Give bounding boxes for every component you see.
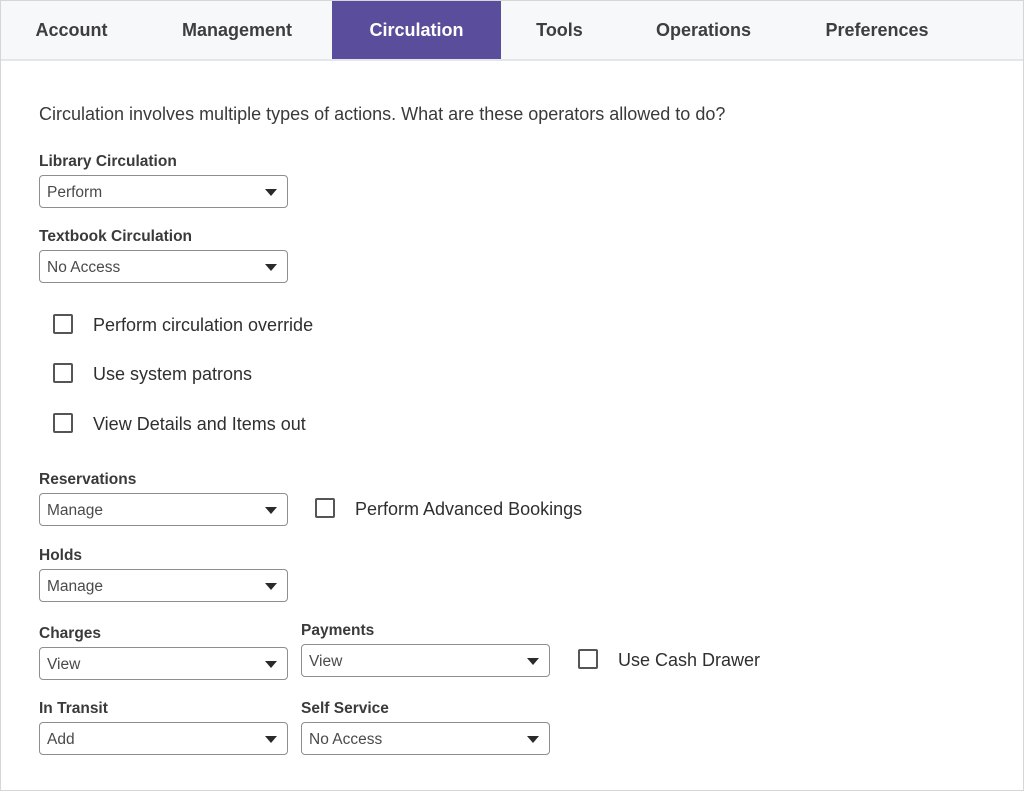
checkbox-unchecked-icon[interactable]	[578, 649, 598, 669]
reservations-label: Reservations	[39, 471, 137, 488]
textbook-circulation-label: Textbook Circulation	[39, 228, 193, 245]
caret-down-icon	[265, 661, 277, 668]
in-transit-value: Add	[47, 731, 75, 748]
payments-value: View	[309, 653, 343, 670]
caret-down-icon	[527, 658, 539, 665]
payments-label: Payments	[301, 622, 375, 639]
in-transit-select[interactable]	[39, 722, 288, 755]
reservations-value: Manage	[47, 502, 104, 519]
checkbox-unchecked-icon[interactable]	[53, 413, 73, 433]
tab-tools[interactable]: Tools	[536, 20, 583, 40]
system-patrons-label: Use system patrons	[93, 364, 253, 384]
caret-down-icon	[265, 507, 277, 514]
tab-bar	[1, 1, 1023, 61]
tab-operations[interactable]: Operations	[655, 20, 752, 40]
self-service-value: No Access	[309, 731, 383, 748]
library-circulation-select[interactable]	[39, 175, 288, 208]
caret-down-icon	[265, 264, 277, 271]
checkbox-unchecked-icon[interactable]	[315, 498, 335, 518]
checkbox-unchecked-icon[interactable]	[53, 314, 73, 334]
advanced-bookings-label: Perform Advanced Bookings	[355, 499, 583, 519]
charges-label: Charges	[39, 625, 102, 642]
caret-down-icon	[265, 583, 277, 590]
cash-drawer-label: Use Cash Drawer	[618, 650, 761, 670]
charges-select[interactable]	[39, 647, 288, 680]
holds-select[interactable]	[39, 569, 288, 602]
circulation-override-label: Perform circulation override	[93, 315, 314, 335]
self-service-select[interactable]	[301, 722, 550, 755]
in-transit-label: In Transit	[39, 700, 108, 717]
textbook-circulation-value: No Access	[47, 259, 121, 276]
caret-down-icon	[265, 189, 277, 196]
holds-value: Manage	[47, 578, 104, 595]
library-circulation-value: Perform	[47, 184, 103, 201]
self-service-label: Self Service	[301, 700, 389, 717]
caret-down-icon	[265, 736, 277, 743]
tab-preferences[interactable]: Preferences	[825, 20, 929, 40]
payments-select[interactable]	[301, 644, 550, 677]
tab-account[interactable]: Account	[35, 20, 108, 40]
checkbox-unchecked-icon[interactable]	[53, 363, 73, 383]
holds-label: Holds	[39, 547, 83, 564]
library-circulation-label: Library Circulation	[39, 153, 177, 170]
reservations-select[interactable]	[39, 493, 288, 526]
intro-text: Circulation involves multiple types of actions. What are these operators allowed to do?	[39, 104, 726, 124]
tab-management[interactable]: Management	[181, 20, 293, 40]
caret-down-icon	[527, 736, 539, 743]
textbook-circulation-select[interactable]	[39, 250, 288, 283]
details-items-out-label: View Details and Items out	[93, 414, 306, 434]
charges-value: View	[47, 656, 81, 673]
tab-circulation[interactable]: Circulation	[332, 1, 501, 59]
